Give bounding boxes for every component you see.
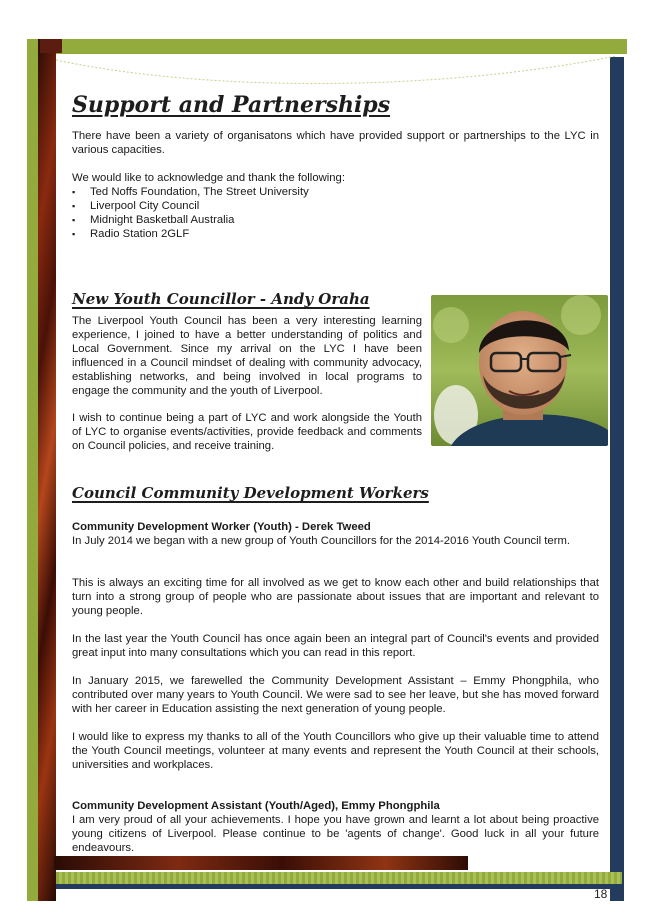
list-item: ▪ Liverpool City Council xyxy=(72,199,309,213)
councillor-paragraph-2: I wish to continue being a part of LYC and work alongside the Youth of LYC to organise events/activities, provide feedback and comments on Council policies, and receive training. xyxy=(72,412,422,452)
partners-list xyxy=(72,185,309,241)
worker-youth-subheading: Community Development Worker (Youth) - Derek Tweed xyxy=(72,521,371,533)
section-heading-dev-workers: Council Community Development Workers xyxy=(72,484,429,502)
bottom-green-bar xyxy=(56,872,622,884)
support-intro-paragraph: There have been a variety of organisatons which have provided support or partnerships to the LYC in various capacities. xyxy=(72,130,599,156)
dev-paragraph-1: In July 2014 we began with a new group of Youth Councillors for the 2014-2016 Youth Council term. xyxy=(72,535,571,547)
assistant-subheading: Community Development Assistant (Youth/Aged), Emmy Phongphila xyxy=(72,800,440,812)
decorative-curve xyxy=(56,52,616,92)
page-number: 18 xyxy=(594,887,608,901)
dev-paragraph-4: In January 2015, we farewelled the Community Development Assistant – Emmy Phongphila, who contributed over many years to Youth Council. We were sad to see her leave, but she has moved forward with her career in Education assisting the next generation of young people. xyxy=(72,675,599,715)
councillor-photo xyxy=(431,295,608,446)
list-item: ▪ Radio Station 2GLF xyxy=(72,227,309,241)
bottom-ember-bar xyxy=(54,856,468,870)
top-dark-corner xyxy=(40,39,62,53)
councillor-paragraph-1: The Liverpool Youth Council has been a very interesting learning experience, I joined to have a better understanding of politics and Local Government. Since my arrival on the LYC I have been influenced in a Council mindset of dealing with community advocacy, establishing networks, and being involved in local programs to engage the community and the youth of Liverpool. xyxy=(72,315,422,397)
list-item: ▪ Midnight Basketball Australia xyxy=(72,213,309,227)
left-ember-bar xyxy=(38,39,56,901)
list-item: ▪ Ted Noffs Foundation, The Street University xyxy=(72,185,309,199)
right-navy-bar xyxy=(610,57,624,901)
dev-paragraph-6: I am very proud of all your achievements. I hope you have grown and learnt a lot about being proactive young citizens of Liverpool. Please continue to be 'agents of change'. Good luck in all your future endeavours. xyxy=(72,814,599,854)
section-heading-support: Support and Partnerships xyxy=(72,92,391,118)
dev-paragraph-5: I would like to express my thanks to all of the Youth Councillors who give up their valuable time to attend the Youth Council meetings, volunteer at many events and represent the Youth Council at their schools, universities and workplaces. xyxy=(72,731,599,771)
section-heading-new-councillor: New Youth Councillor - Andy Oraha xyxy=(72,290,370,308)
acknowledge-paragraph: We would like to acknowledge and thank the following: xyxy=(72,172,345,184)
dev-paragraph-2: This is always an exciting time for all involved as we get to know each other and build relationships that turn into a strong group of people who are passionate about issues that are important and relevant to young people. xyxy=(72,577,599,617)
bottom-navy-bar xyxy=(56,884,622,889)
dev-paragraph-3: In the last year the Youth Council has once again been an integral part of Council's events and provided great input into many consultations which you can read in this report. xyxy=(72,633,599,659)
